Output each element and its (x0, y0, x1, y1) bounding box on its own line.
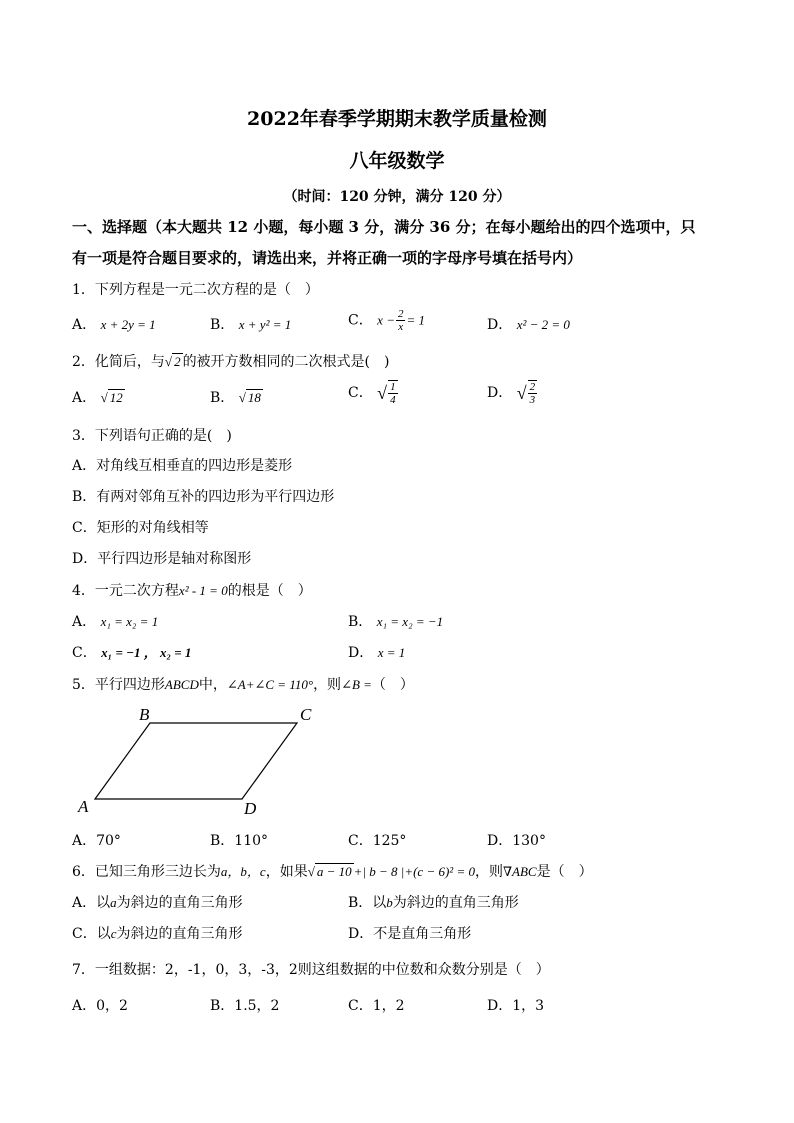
question-2-option-c: C． √ $\frac{1}{4}$ (348, 381, 396, 406)
question-6-option-a: A．以a为斜边的直角三角形 (72, 895, 243, 911)
section-instructions-line1: 一、选择题（本大题共 12 小题，每小题 3 分，满分 36 分；在每小题给出的四个选项中，只 (72, 218, 696, 236)
question-2-option-d: D． √ $\frac{2}{3}$ (487, 381, 536, 406)
question-2-option-a: A． √ 12 (72, 390, 123, 406)
section-instructions-line2: 有一项是符合题目要求的，请选出来，并将正确一项的字母序号填在括号内） (72, 249, 583, 267)
question-5-stem: 5．平行四边形ABCD中，∠A+∠C = 110°，则∠B =（ ） (72, 677, 414, 693)
parallelogram-figure (70, 700, 330, 825)
question-5-option-b: B．110° (210, 833, 269, 849)
question-3-option-d: D．平行四边形是轴对称图形 (72, 551, 252, 567)
question-7-option-d: D．1，3 (487, 998, 545, 1014)
question-7-option-a: A．0，2 (72, 998, 128, 1014)
question-6-stem: 6．已知三角形三边长为a，b，c，如果√ a − 10 +| b − 8 |+(c − 6)² = 0，则∇ABC是（ ） (72, 864, 593, 880)
exam-title: 2022年春季学期期末教学质量检测 (247, 108, 547, 130)
question-6-option-b: B．以b为斜边的直角三角形 (348, 895, 519, 911)
question-1-option-d: D． x² − 2 = 0 (487, 317, 570, 333)
question-6-option-d: D．不是直角三角形 (348, 926, 472, 942)
question-4-stem: 4．一元二次方程x² - 1 = 0的根是（ ） (72, 583, 312, 599)
question-3-option-b: B．有两对邻角互补的四边形为平行四边形 (72, 489, 335, 505)
question-3-option-c: C．矩形的对角线相等 (72, 520, 209, 536)
vertex-label-c: C (300, 705, 312, 724)
question-7-option-b: B．1.5，2 (210, 998, 280, 1014)
question-2-stem: 2．化简后，与√ 2 的被开方数相同的二次根式是( ) (72, 354, 390, 370)
question-4-option-d: D． x = 1 (348, 645, 406, 661)
question-7-option-c: C．1，2 (348, 998, 405, 1014)
fraction: $\frac{2}{x}$ (397, 308, 404, 333)
question-1-option-b: B． x + y² = 1 (210, 317, 292, 333)
question-3-stem: 3．下列语句正确的是( ) (72, 428, 232, 444)
exam-subject: 八年级数学 (349, 150, 445, 172)
question-3-option-a: A．对角线互相垂直的四边形是菱形 (72, 458, 293, 474)
parallelogram-shape (95, 723, 297, 799)
question-4-option-b: B． x₁ = x₂ = −1 (348, 614, 444, 630)
question-5-option-d: D．130° (487, 833, 546, 849)
question-4-option-c: C． x₁ = −1 ， x₂ = 1 (72, 645, 192, 661)
exam-meta: （时间：120 分钟，满分 120 分） (283, 189, 511, 205)
vertex-label-a: A (78, 797, 89, 816)
question-7-stem: 7．一组数据：2，-1，0，3，-3，2则这组数据的中位数和众数分别是（ ） (72, 962, 550, 978)
question-1-option-c: C． x − $\frac{2}{x}$ = 1 (348, 308, 425, 333)
question-4-option-a: A． x₁ = x₂ = 1 (72, 614, 159, 630)
question-1-stem: 1．下列方程是一元二次方程的是（ ） (72, 282, 319, 298)
question-2-option-b: B． √ 18 (210, 390, 261, 406)
vertex-label-b: B (139, 705, 150, 724)
vertex-label-d: D (244, 799, 257, 818)
question-5-option-a: A．70° (72, 833, 121, 849)
question-6-option-c: C．以c为斜边的直角三角形 (72, 926, 243, 942)
question-1-option-a: A． x + 2y = 1 (72, 317, 156, 333)
question-5-option-c: C．125° (348, 833, 407, 849)
